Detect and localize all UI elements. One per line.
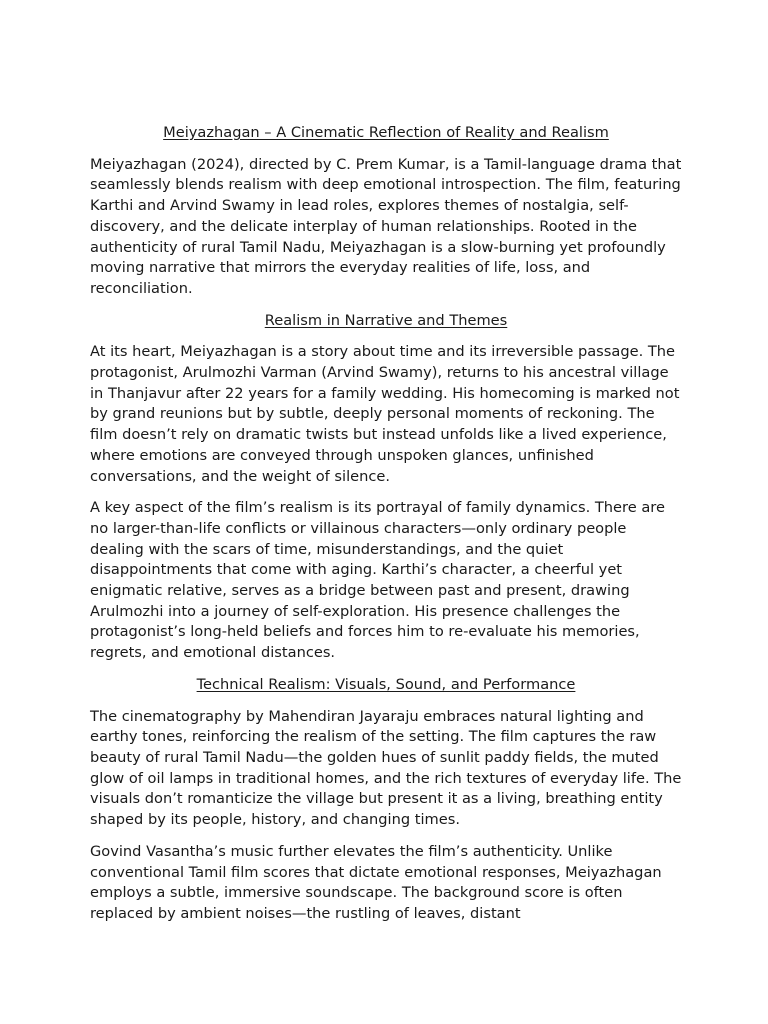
section-heading-narrative: Realism in Narrative and Themes	[264, 311, 508, 329]
technical-paragraph-2: Govind Vasantha’s music further elevates the film’s authenticity. Unlike conventional Tamil film scores that dictate emotional responses, Meiyazhagan employs a subtle, immersive soundscape. The background score is often replaced by ambient noises—the rustling of leaves, distant	[90, 842, 662, 922]
technical-paragraph-1: The cinematography by Mahendiran Jayaraju embraces natural lighting and earthy tones, reinforcing the realism of the setting. The film captures the raw beauty of rural Tamil Nadu—the golden hues of sunlit paddy fields, the muted glow of oil lamps in traditional homes, and the rich textures of everyday life. The visuals don’t romanticize the village but present it as a living, breathing entity shaped by its people, history, and changing times.	[90, 707, 682, 829]
narrative-paragraph-2: A key aspect of the film’s realism is its portrayal of family dynamics. There are no larger-than-life conflicts or villainous characters—only ordinary people dealing with the scars of time, misunderstandings, and the quiet disappointments that come with aging. Karthi’s character, a cheerful yet enigmatic relative, serves as a bridge between past and present, drawing Arulmozhi into a journey of self-exploration. His presence challenges the protagonist’s long-held beliefs and forces him to re-evaluate his memories, regrets, and emotional distances.	[90, 499, 665, 662]
narrative-paragraph-1: At its heart, Meiyazhagan is a story about time and its irreversible passage. The protagonist, Arulmozhi Varman (Arvind Swamy), returns to his ancestral village in Thanjavur after 22 years for a family wedding. His homecoming is marked not by grand reunions but by subtle, deeply personal moments of reckoning. The film doesn’t rely on dramatic twists but instead unfolds like a lived experience, where emotions are conveyed through unspoken glances, unfinished conversations, and the weight of silence.	[90, 343, 680, 485]
section-heading-technical: Technical Realism: Visuals, Sound, and Performance	[196, 675, 576, 693]
intro-paragraph: Meiyazhagan (2024), directed by C. Prem Kumar, is a Tamil-language drama that seamlessly blends realism with deep emotional introspection. The film, featuring Karthi and Arvind Swamy in lead roles, explores themes of nostalgia, self-discovery, and the delicate interplay of human relationships. Rooted in the authenticity of rural Tamil Nadu, Meiyazhagan is a slow-burning yet profoundly moving narrative that mirrors the everyday realities of life, loss, and reconciliation.	[90, 155, 682, 297]
document-body	[90, 123, 682, 936]
document-title: Meiyazhagan – A Cinematic Reflection of Reality and Realism	[163, 124, 609, 141]
